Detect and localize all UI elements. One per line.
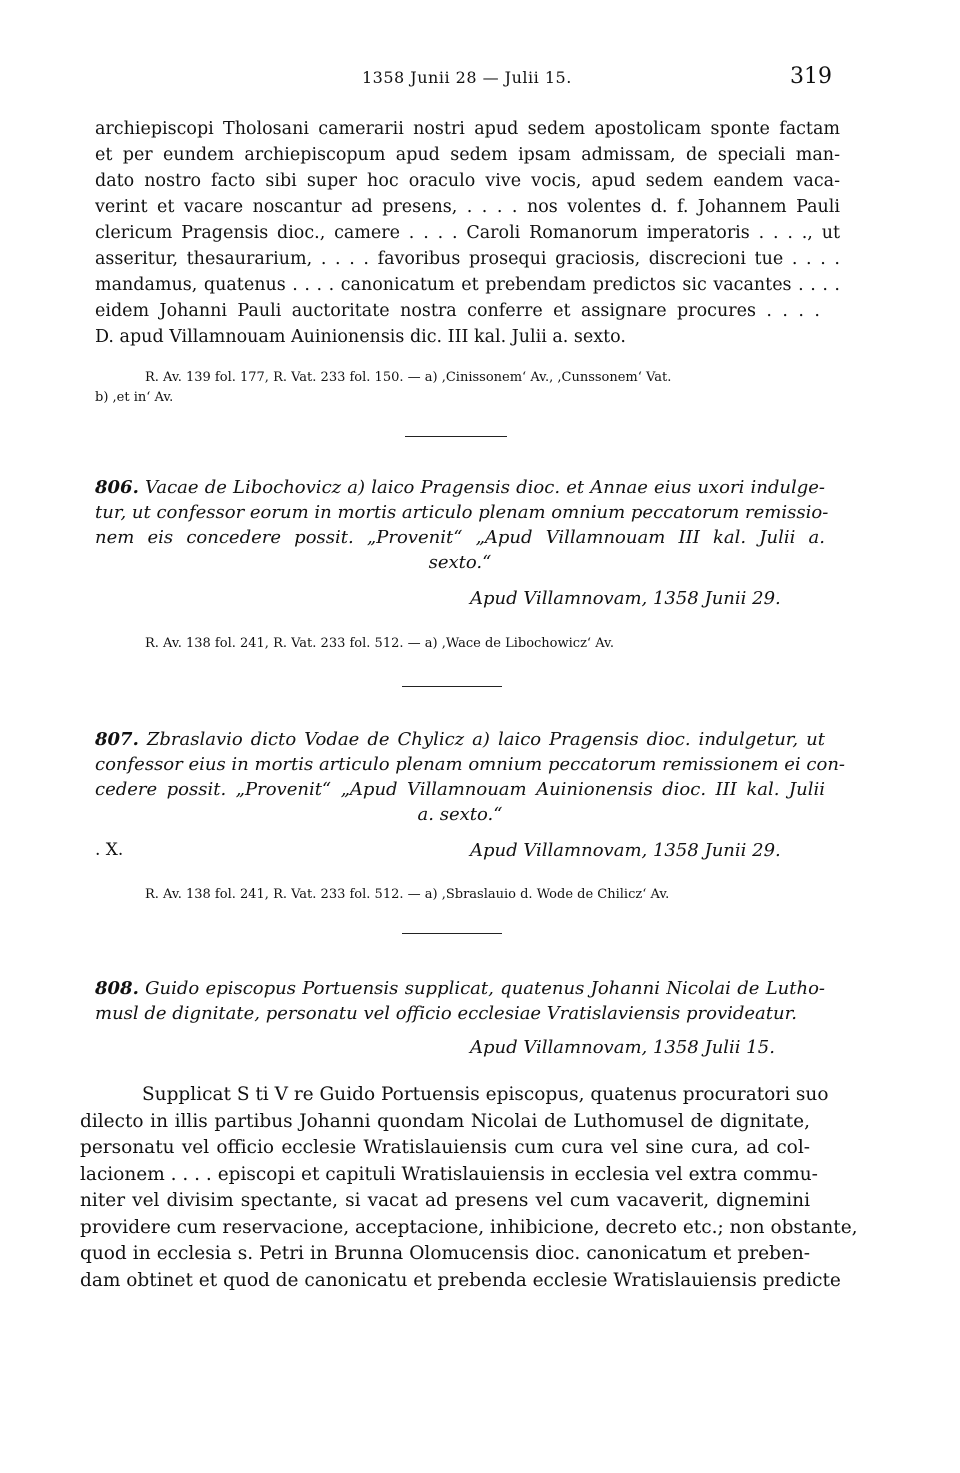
text-line: eidem Johanni Pauli auctoritate nostra conferre et assignare procures . . . .	[95, 301, 820, 321]
text-line: verint et vacare noscantur ad presens, . . . . nos volentes d. f. Johannem Pauli	[95, 197, 840, 217]
source-note: R. Av. 138 fol. 241, R. Vat. 233 fol. 512. — a) ,Sbraslauio d. Wode de Chilicz‘ Av.	[145, 887, 670, 902]
entry-807	[95, 727, 845, 827]
text-line: niter vel divisim spectante, si vacat ad presens vel cum vacaverit, dignemini	[80, 1190, 810, 1211]
text-line: dam obtinet et quod de canonicatu et prebenda ecclesie Wratislauiensis predicte	[80, 1269, 841, 1291]
entry-text: Guido episcopus Portuensis supplicat, quatenus Johanni Nicolai de Lutho-	[145, 978, 825, 999]
entry-text: Zbraslavio dicto Vodae de Chylicz a) laico Pragensis dioc. indulgetur, ut	[146, 729, 825, 750]
supplication-paragraph	[80, 1082, 858, 1294]
entry-number: 807.	[95, 729, 139, 750]
text-line: mandamus, quatenus . . . . canonicatum et prebendam predictos sic vacantes . . . .	[95, 275, 840, 295]
source-note: R. Av. 139 fol. 177, R. Vat. 233 fol. 150. — a) ,Cinissonem‘ Av., ,Cunssonem‘ Vat.	[145, 370, 672, 385]
text-line: et per eundem archiepiscopum apud sedem ipsam admissam, de speciali man-	[95, 145, 840, 165]
text-line: quod in ecclesia s. Petri in Brunna Olomucensis dioc. canonicatum et preben-	[80, 1243, 810, 1264]
text-line: Supplicat S ti V re Guido Portuensis episcopus, quatenus procuratori suo	[142, 1084, 829, 1105]
entry-806	[95, 475, 829, 575]
entry-text: musl de dignitate, personatu vel officio ecclesiae Vratislaviensis provideatur.	[95, 1003, 797, 1024]
text-line: lacionem . . . . episcopi et capituli Wratislauiensis in ecclesia vel extra commu-	[80, 1163, 818, 1185]
entry-number: 808.	[95, 978, 139, 999]
running-head: 1358 Junii 28 — Julii 15.	[362, 68, 572, 87]
text-line: providere cum reservacione, acceptacione, inhibicione, decreto etc.; non obstante,	[80, 1216, 858, 1238]
section-divider	[402, 686, 502, 687]
text-line: archiepiscopi Tholosani camerarii nostri apud sedem apostolicam sponte factam	[95, 119, 840, 139]
section-divider	[402, 933, 502, 934]
entry-closing: sexto.“	[428, 552, 492, 573]
entry-text: nem eis concedere possit. „Provenit“ „Apud Villamnouam III kal. Julii a.	[95, 527, 825, 548]
continuation-paragraph	[95, 116, 840, 350]
entry-text: cedere possit. „Provenit“ „Apud Villamnouam Auinionensis dioc. III kal. Julii	[95, 779, 825, 800]
entry-text: tur, ut confessor eorum in mortis articulo plenam omnium peccatorum remissio-	[95, 502, 829, 523]
entry-date: Apud Villamnovam, 1358 Junii 29.	[470, 840, 781, 861]
page-header	[0, 62, 960, 96]
entry-text: Vacae de Libochovicz a) laico Pragensis dioc. et Annae eius uxori indulge-	[145, 477, 825, 498]
text-line: D. apud Villamnouam Auinionensis dic. III kal. Julii a. sexto.	[95, 327, 626, 347]
entry-closing: a. sexto.“	[417, 804, 503, 825]
section-divider	[405, 436, 507, 437]
text-line: dato nostro facto sibi super hoc oraculo vive vocis, apud sedem eandem vaca-	[95, 171, 840, 191]
entry-text: confessor eius in mortis articulo plenam omnium peccatorum remissionem ei con-	[95, 754, 845, 775]
entry-date: Apud Villamnovam, 1358 Junii 29.	[470, 588, 781, 609]
entry-date: Apud Villamnovam, 1358 Julii 15.	[470, 1037, 775, 1058]
page-number: 319	[790, 64, 832, 89]
text-line: personatu vel officio ecclesie Wratislauiensis cum cura vel sine cura, ad col-	[80, 1137, 810, 1158]
margin-mark: . X.	[95, 840, 124, 860]
text-line: clericum Pragensis dioc., camere . . . . Caroli Romanorum imperatoris . . . ., ut	[95, 223, 840, 243]
entry-808	[95, 976, 825, 1026]
text-line: asseritur, thesaurarium, . . . . favoribus prosequi graciosis, discrecioni tue . . . .	[95, 249, 840, 269]
entry-number: 806.	[95, 477, 139, 498]
text-line: dilecto in illis partibus Johanni quondam Nicolai de Luthomusel de dignitate,	[80, 1110, 810, 1132]
source-note: R. Av. 138 fol. 241, R. Vat. 233 fol. 512. — a) ,Wace de Libochowicz‘ Av.	[145, 636, 614, 651]
source-note: b) ,et in‘ Av.	[95, 390, 174, 405]
